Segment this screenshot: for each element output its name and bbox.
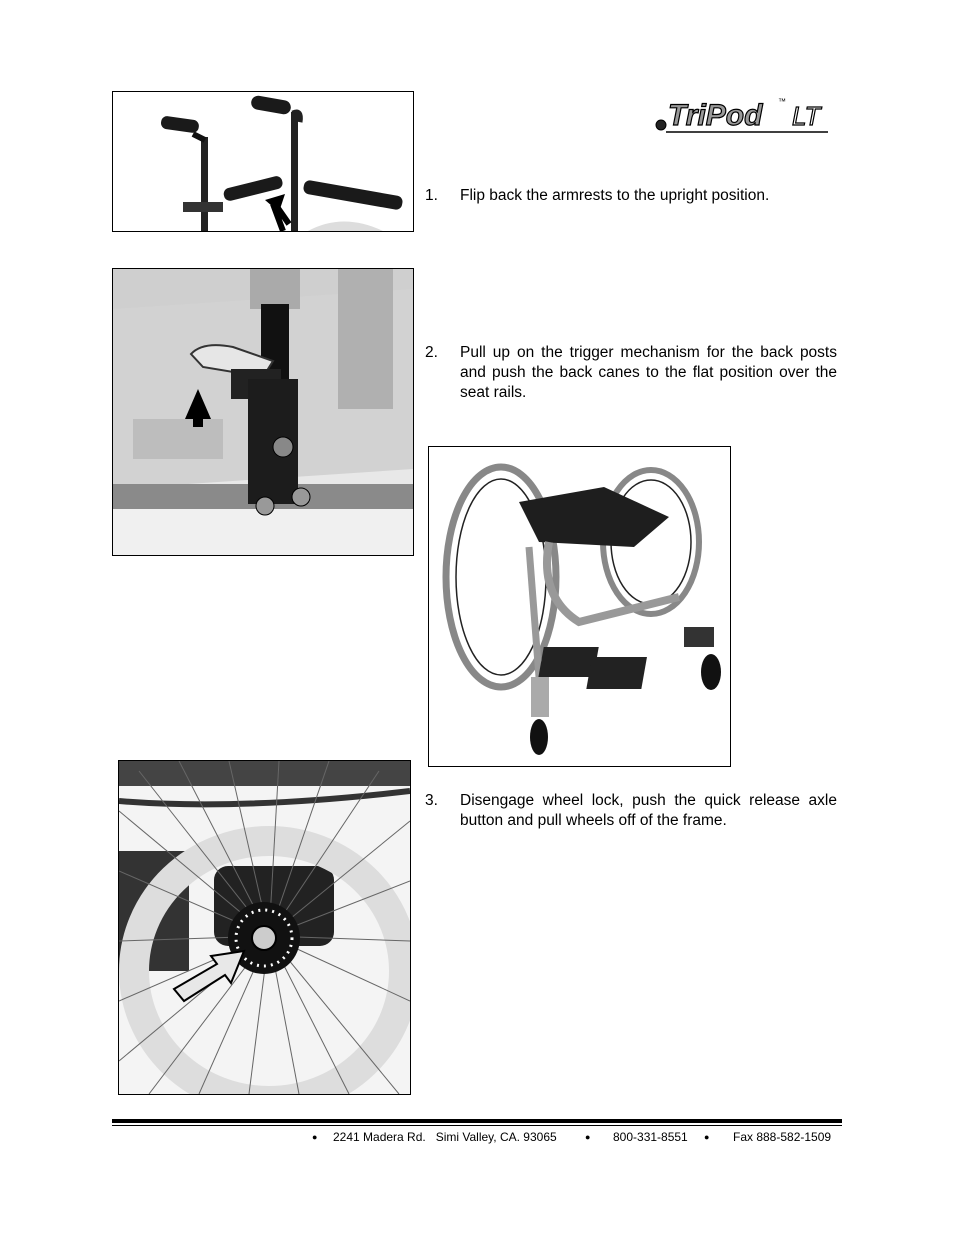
footer-bullet-1: ● — [312, 1132, 318, 1142]
footer-bullet-2: ● — [585, 1132, 591, 1142]
step-3-text: Disengage wheel lock, push the quick release axle button and pull wheels off of the frame. — [460, 792, 837, 829]
footer-address: 2241 Madera Rd. Simi Valley, CA. 93065 — [333, 1130, 557, 1144]
step-2-number: 2. — [425, 344, 438, 361]
folded-wheelchair-photo — [428, 446, 731, 767]
footer-rule-thick — [112, 1119, 842, 1123]
logo-tm: ™ — [778, 97, 786, 106]
step-3-number: 3. — [425, 792, 438, 809]
step-1-text: Flip back the armrests to the upright position. — [460, 187, 770, 204]
armrests-photo — [112, 91, 414, 232]
tripod-lt-logo — [652, 92, 834, 136]
logo-brand: TriPod — [668, 99, 763, 132]
step-2-text: Pull up on the trigger mechanism for the back posts and push the back canes to the flat position over the seat rails. — [460, 344, 837, 401]
logo-model: LT — [792, 101, 821, 131]
footer-fax: Fax 888-582-1509 — [733, 1130, 832, 1144]
step-1-number: 1. — [425, 187, 438, 204]
footer-bullet-3: ● — [704, 1132, 710, 1142]
trigger-mechanism-photo — [112, 268, 414, 556]
quick-release-axle-photo — [118, 760, 411, 1095]
footer-phone: 800-331-8551 — [613, 1130, 688, 1144]
footer-rule-thin — [112, 1125, 842, 1126]
